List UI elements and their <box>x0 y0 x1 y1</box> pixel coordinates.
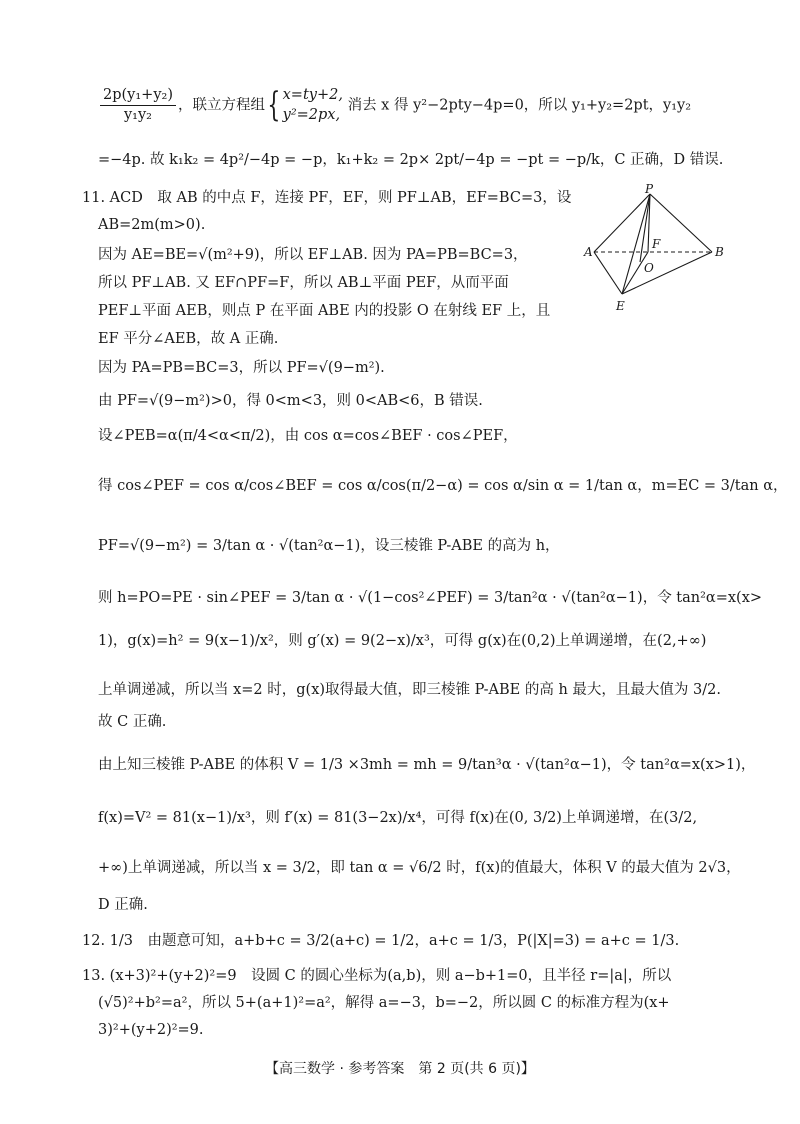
left-brace: { <box>267 85 281 126</box>
line-5: 因为 AE=BE=√(m²+9)，所以 EF⊥AB. 因为 PA=PB=BC=3， <box>98 247 528 263</box>
label-b: B <box>715 245 724 259</box>
line-11: 设∠PEB=α(π/4<α<π/2)，由 cos α=cos∠BEF · cos∠PEF， <box>98 428 518 444</box>
line-8: EF 平分∠AEB，故 A 正确. <box>98 331 279 347</box>
line-3: 11. ACD 取 AB 的中点 F，连接 PF，EF，则 PF⊥AB，EF=BC=3，设 <box>82 190 572 206</box>
line-7: PEF⊥平面 AEB，则点 P 在平面 ABE 内的投影 O 在射线 EF 上，且 <box>98 303 551 319</box>
line-6: 所以 PF⊥AB. 又 EF∩PF=F，所以 AB⊥平面 PEF，从而平面 <box>98 275 509 291</box>
tetrahedron-figure <box>584 182 728 316</box>
fraction: $\frac{\text{2p(y₁+y₂)}}{\text{y₁y₂}}$ <box>100 87 176 123</box>
line-12: 得 cos∠PEF = cos α/cos∠BEF = cos α/cos(π/2−α) = cos α/sin α = 1/tan α，m=EC = 3/tan α， <box>98 478 788 494</box>
line-23: 13. (x+3)²+(y+2)²=9 设圆 C 的圆心坐标为(a,b)，则 a−b+1=0，且半径 r=|a|，所以 <box>82 968 672 984</box>
line-17: 故 C 正确. <box>98 714 167 730</box>
line-9: 因为 PA=PB=BC=3，所以 PF=√(9−m²). <box>98 360 385 376</box>
line-19: f(x)=V² = 81(x−1)/x³，则 f′(x) = 81(3−2x)/x⁴，可得 f(x)在(0, 3/2)上单调递增，在(3/2, <box>98 810 698 826</box>
label-o: O <box>644 261 654 275</box>
line-15: 1)，g(x)=h² = 9(x−1)/x²，则 g′(x) = 9(2−x)/x³，可得 g(x)在(0,2)上单调递增，在(2,+∞) <box>98 633 707 649</box>
line-25: 3)²+(y+2)²=9. <box>98 1022 204 1038</box>
label-a: A <box>584 245 593 259</box>
line-16: 上单调递减，所以当 x=2 时，g(x)取得最大值，即三棱锥 P-ABE 的高 h 最大，且最大值为 3/2. <box>98 682 721 698</box>
label-e: E <box>616 299 625 313</box>
line-4: AB=2m(m>0). <box>98 217 206 233</box>
line-2: =−4p. 故 k₁k₂ = 4p²/−4p = −p，k₁+k₂ = 2p× 2pt/−4p = −pt = −p/k，C 正确，D 错误. <box>98 152 724 168</box>
line-22: 12. 1/3 由题意可知，a+b+c = 3/2(a+c) = 1/2，a+c = 1/3，P(|X|=3) = a+c = 1/3. <box>82 933 680 949</box>
line-24: (√5)²+b²=a²，所以 5+(a+1)²=a²，解得 a=−3，b=−2，所以圆 C 的标准方程为(x+ <box>98 995 670 1011</box>
page-footer: 【高三数学 · 参考答案 第 2 页(共 6 页)】 <box>265 1061 535 1077</box>
line-1: $\frac{\text{2p(y₁+y₂)}}{\text{y₁y₂}}$ ，联立方程组{ x=ty+2, y²=2px, 消去 x 得 y²−2pty−4p=0，所以 y₁+y₂=2pt，y₁y₂ <box>98 86 691 125</box>
line-21: D 正确. <box>98 897 148 913</box>
line-13: PF=√(9−m²) = 3/tan α · √(tan²α−1)，设三棱锥 P-ABE 的高为 h， <box>98 538 560 554</box>
line-20: +∞)上单调递减，所以当 x = 3/2，即 tan α = √6/2 时，f(x)的值最大，体积 V 的最大值为 2√3， <box>98 860 741 876</box>
edge-ae <box>594 252 622 294</box>
line-14: 则 h=PO=PE · sin∠PEF = 3/tan α · √(1−cos²∠PEF) = 3/tan²α · √(tan²α−1)，令 tan²α=x(x> <box>98 590 763 606</box>
label-p: P <box>645 182 654 196</box>
line-18: 由上知三棱锥 P-ABE 的体积 V = 1/3 ×3mh = mh = 9/tan³α · √(tan²α−1)，令 tan²α=x(x>1)， <box>98 757 756 773</box>
label-f: F <box>652 237 661 251</box>
equation-system: x=ty+2, y²=2px, <box>282 87 343 123</box>
line-10: 由 PF=√(9−m²)>0，得 0<m<3，则 0<AB<6，B 错误. <box>98 393 483 409</box>
